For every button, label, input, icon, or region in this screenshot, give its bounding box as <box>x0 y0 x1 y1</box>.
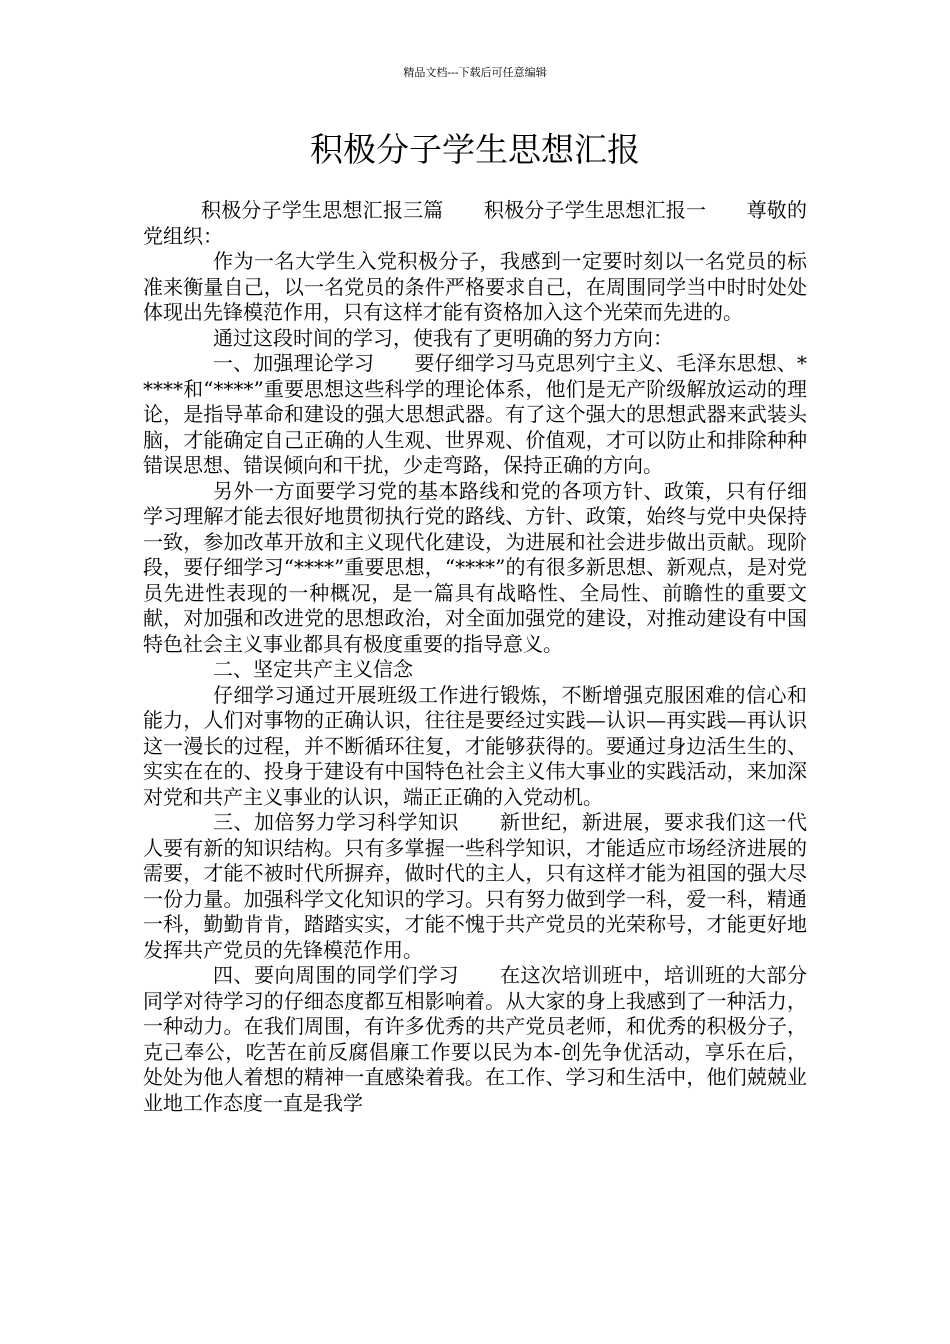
paragraph: 作为一名大学生入党积极分子，我感到一定要时刻以一名党员的标准来衡量自己，以一名党员的条件严格要求自己，在周围同学当中时时处处体现出先锋模范作用，只有这样才能有资格加入这个光荣而先进的。 <box>143 249 807 324</box>
page-header-note: 精品文档---下载后可任意编辑 <box>403 66 547 79</box>
document-title: 积极分子学生思想汇报 <box>310 130 640 169</box>
section-heading-two: 二、坚定共产主义信念 <box>213 657 413 681</box>
paragraph-intro: 积极分子学生思想汇报三篇 积极分子学生思想汇报一 尊敬的党组织： <box>143 198 807 248</box>
document-body <box>143 198 807 1116</box>
paragraph: 另外一方面要学习党的基本路线和党的各项方针、政策，只有仔细学习理解才能去很好地贯彻执行党的路线、方针、政策，始终与党中央保持一致，参加改革开放和主义现代化建设，为进展和社会进步做出贡献。现阶段，要仔细学习“****”重要思想，“****”的有很多新思想、新观点，是对党员先进性表现的一种概况，是一篇具有战略性、全局性、前瞻性的重要文献，对加强和改进党的思想政治，对全面加强党的建设，对推动建设有中国特色社会主义事业都具有极度重要的指导意义。 <box>143 478 807 656</box>
paragraph-section-one: 一、加强理论学习 要仔细学习马克思列宁主义、毛泽东思想、*****和“****”重要思想这些科学的理论体系，他们是无产阶级解放运动的理论，是指导革命和建设的强大思想武器。有了这个强大的思想武器来武装头脑，才能确定自己正确的人生观、世界观、价值观，才可以防止和排除种种错误思想、错误倾向和干扰，少走弯路，保持正确的方向。 <box>143 351 807 477</box>
paragraph-section-four: 四、要向周围的同学们学习 在这次培训班中，培训班的大部分同学对待学习的仔细态度都互相影响着。从大家的身上我感到了一种活力，一种动力。在我们周围，有许多优秀的共产党员老师，和优秀的积极分子，克己奉公，吃苦在前反腐倡廉工作要以民为本-创先争优活动，享乐在后，处处为他人着想的精神一直感染着我。在工作、学习和生活中，他们兢兢业业地工作态度一直是我学 <box>143 963 807 1115</box>
paragraph-section-three: 三、加倍努力学习科学知识 新世纪，新进展，要求我们这一代人要有新的知识结构。只有多掌握一些科学知识，才能适应市场经济进展的需要，才能不被时代所摒弃，做时代的主人，只有这样才能为祖国的强大尽一份力量。加强科学文化知识的学习。只有努力做到学一科，爱一科，精通一科，勤勤肯肯，踏踏实实，才能不愧于共产党员的光荣称号，才能更好地发挥共产党员的先锋模范作用。 <box>143 810 807 962</box>
paragraph: 仔细学习通过开展班级工作进行锻炼，不断增强克服困难的信心和能力，人们对事物的正确认识，往往是要经过实践—认识—再实践—再认识这一漫长的过程，并不断循环往复，才能够获得的。要通过身边活生生的、实实在在的、投身于建设有中国特色社会主义伟大事业的实践活动，来加深对党和共产主义事业的认识，端正正确的入党动机。 <box>143 682 807 809</box>
paragraph: 通过这段时间的学习，使我有了更明确的努力方向： <box>213 325 673 350</box>
